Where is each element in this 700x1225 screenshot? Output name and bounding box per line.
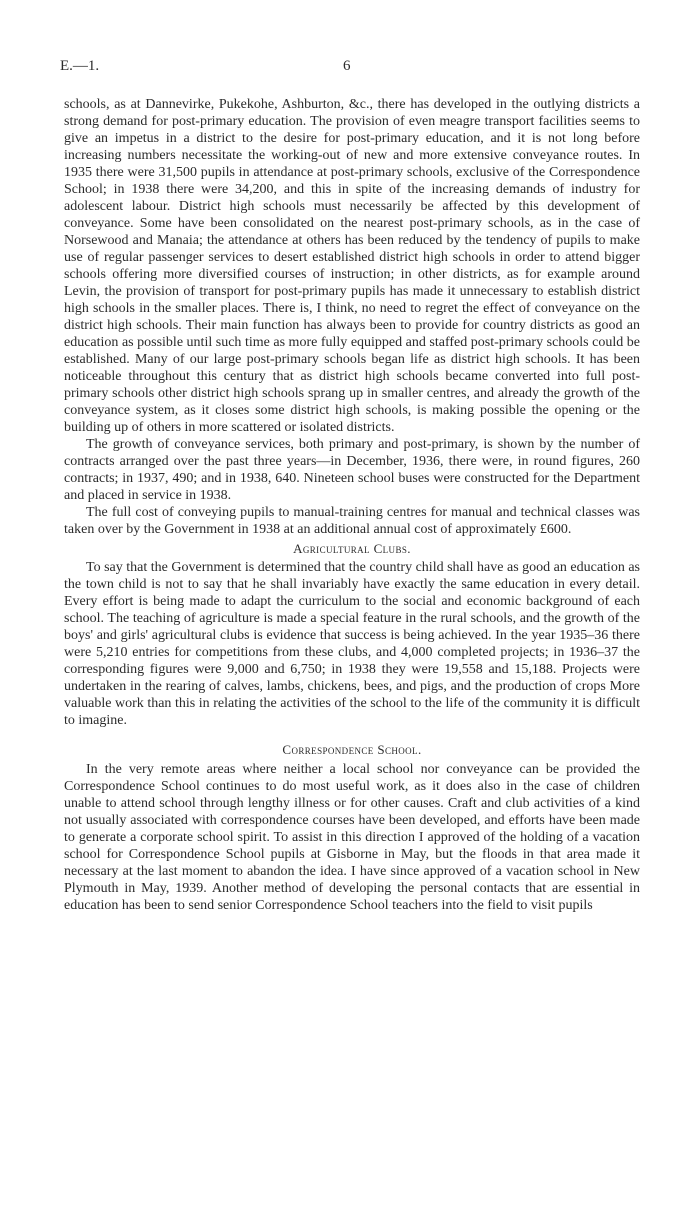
heading-agricultural-clubs: Agricultural Clubs.	[293, 541, 411, 556]
paragraph-conveyance-continued: schools, as at Dannevirke, Pukekohe, Ashburton, &c., there has developed in the outlying districts a strong demand for post-primary education. The provision of even meagre transport facilities seems to give an impetus in a district to the desire for post-primary education, and it is not long before increasing numbers necessitate the working-out of new and more extensive conveyance routes. In 1935 there were 31,500 pupils in attendance at post-primary schools, exclusive of the Correspondence School; in 1938 there were 34,200, and this in spite of the increasing demands of industry for adolescent labour. District high schools must necessarily be affected by this development of conveyance. Some have been consolidated on the nearest post-primary schools, as in the case of Norsewood and Manaia; the attendance at others has been reduced by the tendency of pupils to make use of regular passenger services to desert established district high schools in order to attend bigger schools offering more diversified courses of instruction; in other districts, as for example around Levin, the provision of transport for post-primary pupils has made it unnecessary to establish district high schools in the smaller places. There is, I think, no need to regret the effect of conveyance on the district high schools. Their main function has always been to provide for country districts as good an education as possible until such time as more fully equipped and staffed post-primary schools could be established. Many of our large post-primary schools began life as district high schools. It has been noticeable throughout this century that as district high schools became converted into full post-primary schools other district high schools sprang up in smaller centres, and already the growth of the conveyance system, as it closes some district high schools, is making possible the opening or the building up of others in more scattered or isolated districts.	[64, 97, 640, 435]
heading-correspondence-school: Correspondence School.	[282, 742, 422, 757]
paragraph-correspondence-school: In the very remote areas where neither a local school nor conveyance can be provided the Correspondence School continues to do most useful work, as it does also in the case of children unable to attend school through lengthy illness or for other causes. Craft and club activities of a kind not usually associated with correspondence courses have been developed, and efforts have been made to generate a corporate school spirit. To assist in this direction I approved of the holding of a vacation school for Correspondence School pupils at Gisborne in May, but the floods in that area made it necessary at the last moment to abandon the idea. I have since approved of a vacation school in New Plymouth in May, 1939. Another method of developing the personal contacts that are essential in education has been to send senior Correspondence School teachers into the field to visit pupils	[64, 762, 640, 913]
paragraph-conveyance-growth: The growth of conveyance services, both primary and post-primary, is shown by the number of contracts arranged over the past three years—in December, 1936, there were, in round figures, 260 contracts; in 1937, 490; and in 1938, 640. Nineteen school buses were constructed for the Department and placed in service in 1938.	[64, 437, 640, 503]
page-number: 6	[343, 58, 351, 74]
body-text	[64, 96, 640, 914]
page-header	[60, 58, 640, 78]
paragraph-agricultural-clubs: To say that the Government is determined that the country child shall have as good an education as the town child is not to say that he shall invariably have exactly the same education in every detail. Every effort is being made to adapt the curriculum to the social and economic background of each school. The teaching of agriculture is made a special feature in the rural schools, and the growth of the boys' and girls' agricultural clubs is evidence that success is being achieved. In the year 1935–36 there were 5,210 entries for competitions from these clubs, and 4,000 completed projects; in 1936–37 the corresponding figures were 9,000 and 6,750; in 1938 they were 19,558 and 15,188. Projects were undertaken in the rearing of calves, lambs, chickens, bees, and pigs, and the production of crops More valuable work than this in relating the activities of the school to the life of the community it is difficult to imagine.	[64, 560, 640, 728]
report-reference: E.—1.	[60, 58, 100, 74]
paragraph-manual-training-cost: The full cost of conveying pupils to manual-training centres for manual and technical classes was taken over by the Government in 1938 at an additional annual cost of approximately £600.	[64, 505, 640, 537]
